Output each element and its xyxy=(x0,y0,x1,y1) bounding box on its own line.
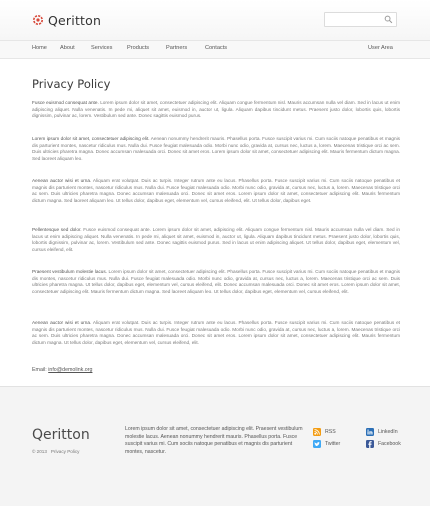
search-icon[interactable] xyxy=(384,15,393,24)
nav-item-contacts[interactable]: Contacts xyxy=(205,45,228,51)
social-label: RSS xyxy=(325,429,336,435)
email-link[interactable]: info@demolink.org xyxy=(48,367,93,373)
paragraph-lead: Praesent vestibulum molestie lacus. xyxy=(32,269,108,274)
footer-logo[interactable]: Qeritton xyxy=(32,427,90,443)
search-input[interactable] xyxy=(325,19,383,32)
paragraph-lead: Aenean auctor wisi et urna. xyxy=(32,320,92,325)
paragraph-body: Lorem ipsum dolor sit amet, consectetuer adipiscing elit. Aliquam congue fermentum nisl. Mauris accumsan nulla vel diam. Sed in lacus ut enim adipiscing aliquet. Nulla venenatis. In pede mi, aliquet sit amet, euismod in, auctor ut, ligula. Aliquam dapibus tincidunt metus. Praesent justo dolor, lobortis quis, lobortis dignissim, pulvinar ac, lorem. Vestibulum sed ante. Donec sagittis euismod purus. xyxy=(32,100,400,119)
paragraph-body: Aenean nonummy hendrerit mauris. Phasellus porta. Fusce suscipit varius mi. Cum sociis natoque penatibus et magnis dis parturient montes, nascetur ridiculus mus. Nulla dui. Fusce feugiat malesuada odio. Morbi nunc odio, gravida at, cursus nec, luctus a, lorem. Maecenas tristique orci ac sem. Duis ultricies pharetra magna. Donec accumsan malesuada orci. Donec sit amet eros. Lorem ipsum dolor sit amet, consectetuer adipiscing elit. Mauris fermentum dictum magna. Sed laoreet aliquam leo. xyxy=(32,136,400,162)
nav-item-home[interactable]: Home xyxy=(32,45,47,51)
paragraph-lead: Pellentesque sed dolor. xyxy=(32,227,82,232)
main-nav xyxy=(0,40,430,59)
nav-item-partners[interactable]: Partners xyxy=(166,45,188,51)
policy-paragraph xyxy=(32,100,400,120)
copyright-text: © 2013 xyxy=(32,449,47,454)
nav-item-services[interactable]: Services xyxy=(91,45,113,51)
site-header xyxy=(0,0,430,40)
social-link-rss[interactable] xyxy=(313,428,336,436)
policy-paragraph xyxy=(32,227,400,254)
site-footer xyxy=(0,386,430,506)
footer-copyright xyxy=(32,449,79,454)
paragraph-body: Fusce euismod consequat ante. Lorem ipsum dolor sit amet, adipiscing elit. Aliquam congue fermentum nisl. Mauris accumsan nulla vel diam. Sed in lacus ut enim adipiscing aliquet. Nulla venenatis. In pede mi, aliquet sit amet, euismod in, auctor ut, ligula. Aliquam dapibus tincidunt metus. Praesent justo dolor, lobortis quis, lobortis dignissim, pulvinar ac, lorem. Vestibulum sed ante. Donec sagittis euismod purus. Sed in lacus ut enim adipiscing aliquet. Ut tellus dolor, dapibus eget, elementum vel, cursus eleifend, elit. xyxy=(32,227,400,253)
paragraph-lead: Aenean auctor wisi et urna. xyxy=(32,178,92,183)
linkedin-icon xyxy=(366,428,374,436)
policy-paragraph xyxy=(32,178,400,205)
paragraph-body: Aliquam erat volutpat. Duis ac turpis. Integer rutrum ante eu lacus. Phasellus porta. Fusce suscipit varius mi. Cum sociis natoque penatibus et magnis dis parturient montes, nascetur ridiculus mus. Nulla dui. Fusce feugiat malesuada odio. Morbi nunc odio, gravida at, cursus nec, luctus a, lorem. Maecenas tristique orci ac sem. Duis ultricies pharetra magna. Donec accumsan malesuada orci. Donec sit amet eros. Lorem ipsum dolor sit amet, consectetuer adipiscing elit. Mauris fermentum dictum magna. Sed laoreet aliquam leo. Ut tellus dolor, dapibus eget, elementum vel, cursus eleifend, elit. Ut tellus dolor, dapibus eget. xyxy=(32,178,400,204)
footer-text: Lorem ipsum dolor sit amet, consectetuer adipiscing elit. Praesent vestibulum molestie lacus. Aenean nonummy hendrerit mauris. Phasellus porta. Fusce suscipit varius mi. Cum sociis natoque penatibus et magnis dis parturient montes, nascetur. xyxy=(125,426,303,455)
logo-ring-icon xyxy=(32,14,44,26)
social-link-linkedin[interactable] xyxy=(366,428,398,436)
search-box xyxy=(324,12,397,27)
site-logo[interactable] xyxy=(32,11,101,29)
paragraph-body: Aliquam erat volutpat. Duis ac turpis. Integer rutrum ante eu lacus. Phasellus porta. Fusce suscipit varius mi. Cum sociis natoque penatibus et magnis dis parturient montes, nascetur ridiculus mus. Nulla dui. Fusce feugiat malesuada odio. Morbi nunc odio, gravida at, cursus nec, luctus a, lorem. Maecenas tristique orci ac sem. Duis ultricies pharetra magna. Donec accumsan malesuada orci. Donec sit amet eros. Lorem ipsum dolor sit amet, consectetuer adipiscing elit. Mauris fermentum dictum magna. Ut tellus dolor, dapibus eget, elementum vel, cursus eleifend, elit. xyxy=(32,320,400,346)
privacy-policy-link[interactable]: Privacy Policy xyxy=(50,449,80,454)
social-label: LinkedIn xyxy=(378,429,398,435)
policy-paragraph xyxy=(32,320,400,347)
site-logo-text: Qeritton xyxy=(48,12,102,28)
social-link-twitter[interactable] xyxy=(313,440,340,448)
facebook-icon xyxy=(366,440,374,448)
policy-paragraph xyxy=(32,269,400,296)
paragraph-lead: Fusce euismod consequat ante. xyxy=(32,100,99,105)
contact-email-line xyxy=(32,367,92,373)
nav-item-user-area[interactable]: User Area xyxy=(368,45,393,51)
social-label: Twitter xyxy=(325,441,341,447)
page-title: Privacy Policy xyxy=(32,77,111,91)
paragraph-lead: Lorem ipsum dolor sit amet, consectetuer adipiscing elit. xyxy=(32,136,150,141)
rss-icon xyxy=(313,428,321,436)
paragraph-body: Lorem ipsum dolor sit amet, consectetuer adipiscing elit. Phasellus porta. Fusce suscipit varius mi. Cum sociis natoque penatibus et magnis dis montes, nascetur ridiculus mus. Nulla dui. Fusce feugiat malesuada odio. Morbi nunc odio, gravida at, cursus nec, luctus a, lorem. Maecenas tristique orci ac sem. Duis ultricies pharetra magna. Ut tellus dolor, dapibus eget, elementum vel, cursus eleifend, elit. Donec accumsan malesuada orci. Donec sit amet eros. Lorem ipsum dolor sit amet, consectetuer adipiscing elit. Mauris fermentum dictum magna. Sed laoreet aliquam leo. Ut tellus dolor, dapibus eget, elementum vel, cursus eleifend, elit. xyxy=(32,269,400,295)
social-label: Facebook xyxy=(378,441,401,447)
email-label: Email: xyxy=(32,367,47,373)
twitter-icon xyxy=(313,440,321,448)
social-link-facebook[interactable] xyxy=(366,440,401,448)
policy-paragraph xyxy=(32,136,400,163)
nav-item-products[interactable]: Products xyxy=(127,45,150,51)
nav-item-about[interactable]: About xyxy=(60,45,75,51)
